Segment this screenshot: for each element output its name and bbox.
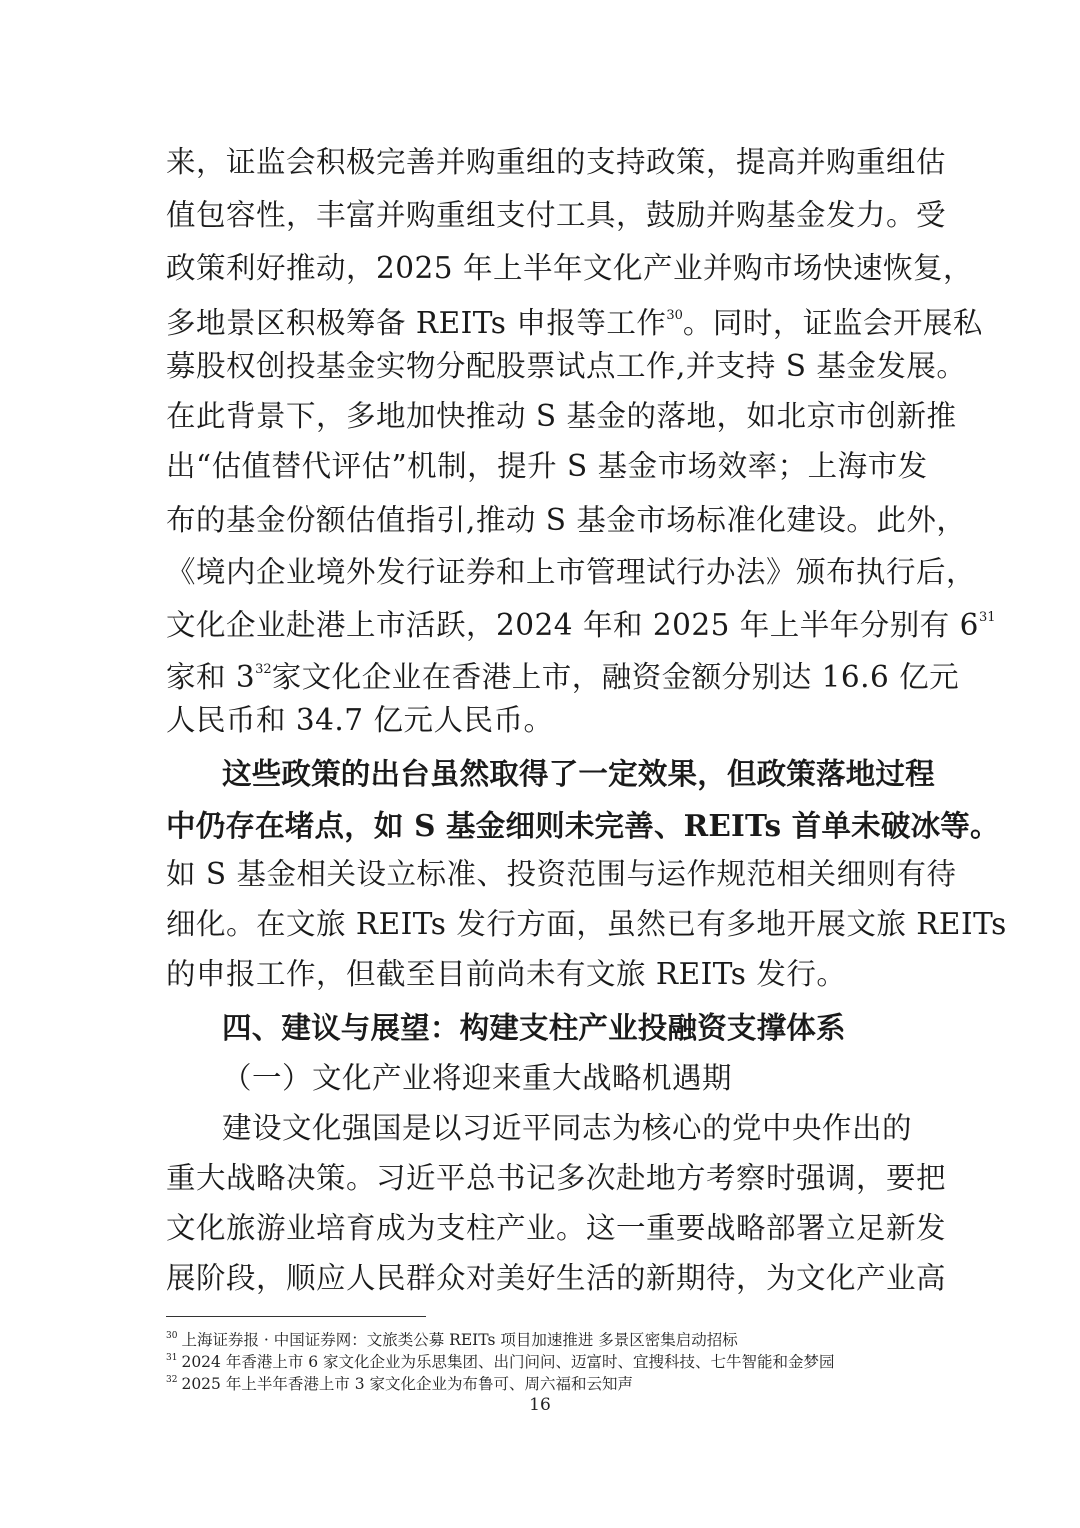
- footnote-separator: [166, 1316, 426, 1317]
- body-line: 建设文化强国是以习近平同志为核心的党中央作出的: [222, 1111, 913, 1145]
- body-line: 在此背景下，多地加快推动 S 基金的落地，如北京市创新推: [166, 399, 957, 433]
- footnote-ref[interactable]: 30: [666, 308, 683, 323]
- footnote-ref[interactable]: 31: [978, 610, 996, 625]
- footnote: $^{32}$ 2025 年上半年香港上市 3 家文化企业为布鲁可、周六福和云知声: [166, 1375, 634, 1393]
- bold-paragraph-line: 中仍存在堵点，如 S 基金细则未完善、REITs 首单未破冰等。: [166, 808, 1000, 843]
- body-line: 如 S 基金相关设立标准、投资范围与运作规范相关细则有待: [166, 857, 957, 891]
- body-line: 重大战略决策。习近平总书记多次赴地方考察时强调，要把: [166, 1161, 947, 1195]
- footnote-ref[interactable]: 32: [255, 662, 272, 677]
- footnote-number: 31: [166, 1353, 178, 1363]
- footnote: $^{30}$ 上海证券报 · 中国证券网：文旅类公募 REITs 项目加速推进 多景区密集启动招标: [166, 1331, 738, 1349]
- body-line: 的申报工作，但截至目前尚未有文旅 REITs 发行。: [166, 957, 847, 991]
- body-line: 出“估值替代评估”机制，提升 S 基金市场效率；上海市发: [166, 449, 928, 483]
- page-number: 16: [529, 1395, 551, 1415]
- body-line: 文化企业赴港上市活跃，2024 年和 2025 年上半年分别有 $6^{31}$: [166, 608, 996, 642]
- body-line: 值包容性，丰富并购重组支付工具，鼓励并购基金发力。受: [166, 198, 947, 232]
- body-line: 《境内企业境外发行证券和上市管理试行办法》颁布执行后，: [166, 555, 977, 589]
- body-line: 多地景区积极筹备 REITs 申报等工作$^{30}$。同时，证监会开展私: [166, 306, 983, 340]
- body-line: 募股权创投基金实物分配股票试点工作,并支持 S 基金发展。: [166, 349, 967, 383]
- body-line: 政策利好推动，2025 年上半年文化产业并购市场快速恢复，: [166, 251, 973, 285]
- body-line: 家和 $3^{32}$家文化企业在香港上市，融资金额分别达 16.6 亿元: [166, 660, 960, 694]
- body-line: 人民币和 34.7 亿元人民币。: [166, 703, 554, 737]
- footnote-number: 32: [166, 1375, 178, 1385]
- footnote-number: 30: [166, 1331, 178, 1341]
- body-line: 细化。在文旅 REITs 发行方面，虽然已有多地开展文旅 REITs: [166, 907, 1007, 941]
- body-line: 来，证监会积极完善并购重组的支持政策，提高并购重组估: [166, 145, 947, 179]
- body-line: 文化旅游业培育成为支柱产业。这一重要战略部署立足新发: [166, 1211, 947, 1245]
- section-heading: 四、建议与展望：构建支柱产业投融资支撑体系: [222, 1010, 846, 1045]
- footnote: $^{31}$ 2024 年香港上市 6 家文化企业为乐思集团、出门问问、迈富时、宜搜科技、七牛智能和金梦园: [166, 1353, 835, 1371]
- body-line: 展阶段，顺应人民群众对美好生活的新期待，为文化产业高: [166, 1261, 947, 1295]
- bold-paragraph-line: 这些政策的出台虽然取得了一定效果，但政策落地过程: [222, 756, 935, 791]
- subsection-heading: （一）文化产业将迎来重大战略机遇期: [222, 1061, 733, 1095]
- body-line: 布的基金份额估值指引,推动 S 基金市场标准化建设。此外，: [166, 503, 967, 537]
